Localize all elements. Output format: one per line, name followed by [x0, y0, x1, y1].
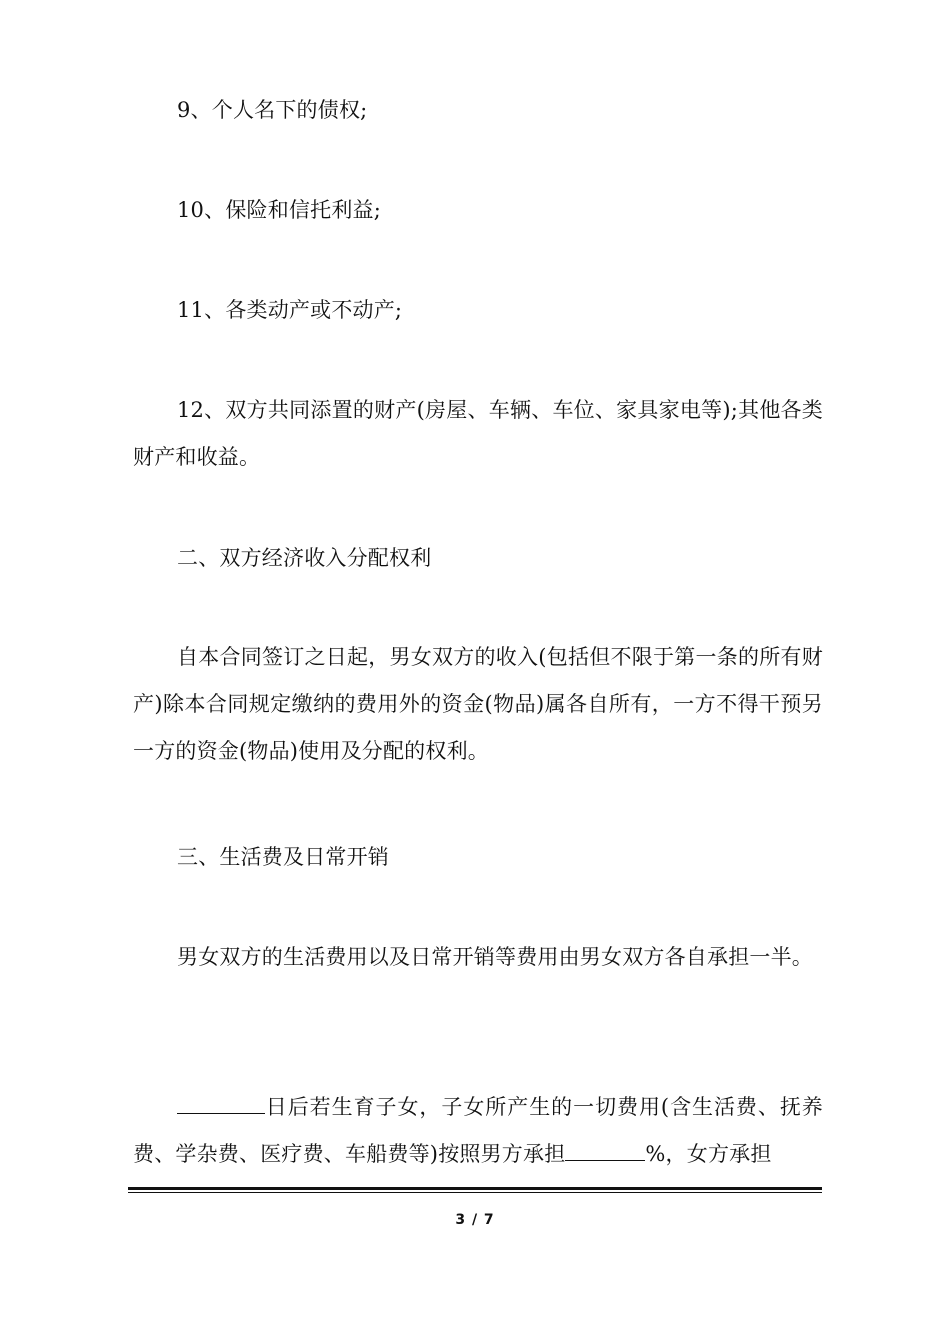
footer-divider-thin: [128, 1192, 822, 1193]
item-text: 12、双方共同添置的财产(房屋、车辆、车位、家具家电等);其他各类财产和收益。: [133, 398, 823, 469]
list-item: [133, 187, 823, 234]
item-text: 9、个人名下的债权;: [177, 98, 368, 122]
list-item: [133, 387, 823, 481]
section-2-paragraph: [133, 634, 823, 775]
fill-in-blank[interactable]: [177, 1095, 265, 1114]
list-item: [133, 287, 823, 334]
item-text: 10、保险和信托利益;: [177, 198, 381, 222]
item-text: 11、各类动产或不动产;: [177, 298, 403, 322]
paragraph-text: 日后若生育子女，子女所产生的一切费用(含生活费、抚养费、学杂费、医疗费、车船费等)按照男方承担: [133, 1095, 823, 1166]
page-number: 3 / 7: [455, 1212, 495, 1228]
section-3-paragraph: [133, 934, 823, 981]
section-heading: [133, 834, 823, 881]
section-3-heading: 三、生活费及日常开销: [177, 845, 389, 869]
section-heading: [133, 535, 823, 582]
male-percentage-blank[interactable]: [565, 1142, 645, 1161]
paragraph-text: 男女双方的生活费用以及日常开销等费用由男女双方各自承担一半。: [177, 945, 813, 969]
list-item: [133, 87, 823, 134]
footer-divider: [128, 1187, 822, 1190]
paragraph-text: 自本合同签订之日起，男女双方的收入(包括但不限于第一条的所有财产)除本合同规定缴纳的费用外的资金(物品)属各自所有，一方不得干预另一方的资金(物品)使用及分配的权利。: [133, 645, 823, 763]
children-expense-paragraph: [133, 1084, 823, 1178]
paragraph-text: %，女方承担: [645, 1142, 772, 1166]
section-2-heading: 二、双方经济收入分配权利: [177, 546, 432, 570]
